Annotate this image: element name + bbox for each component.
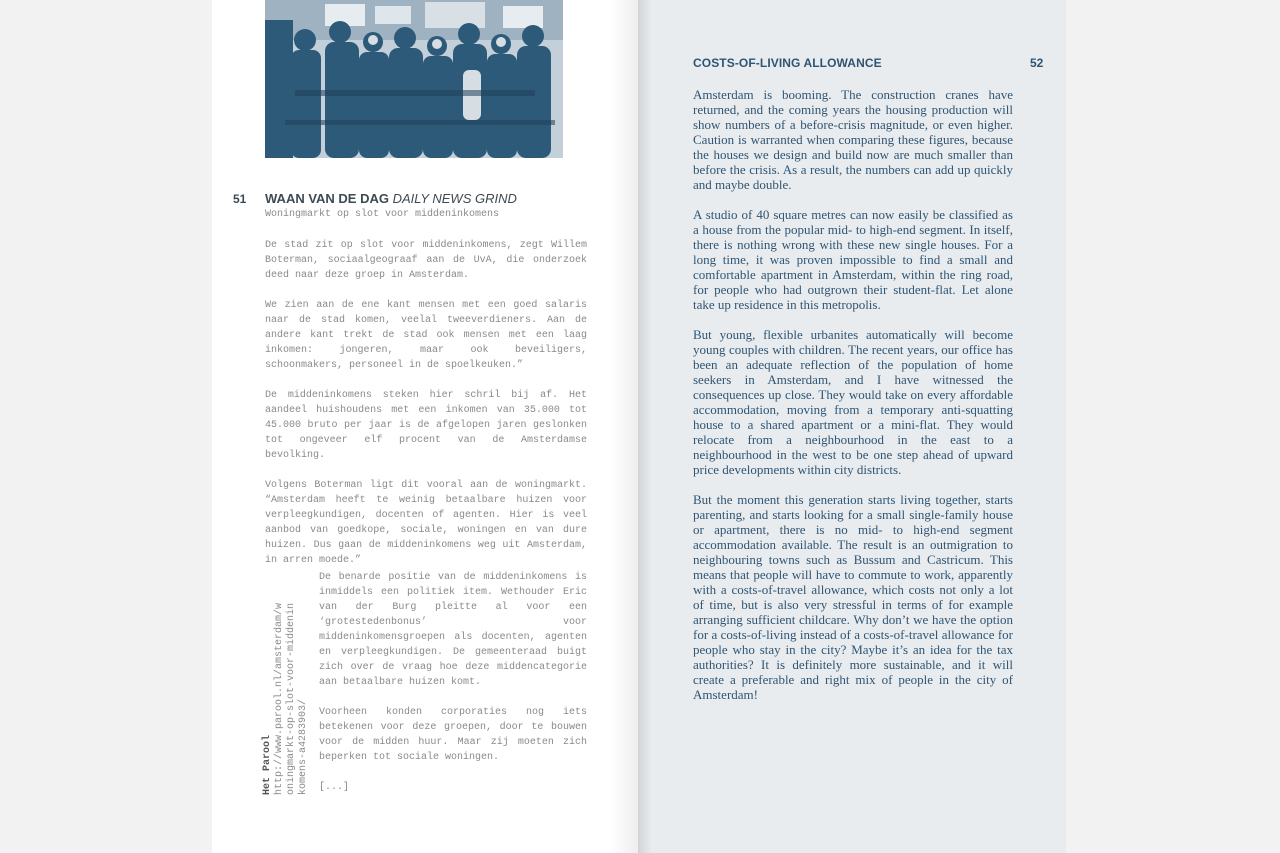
- article-paragraph: Volgens Boterman ligt dit vooral aan de woningmarkt. “Amsterdam heeft te weinig betaalbare huizen voor verpleegkundigen, docenten of agenten. Hier is veel aanbod van goedkope, sociale, woningen en van dure huizen. Dus gaan de middeninkomens weg uit Amsterdam, in arren moede.”: [265, 480, 587, 566]
- right-page-shadow: [638, 0, 652, 853]
- article-ellipsis: [...]: [319, 782, 350, 793]
- source-url: http://www.parool.nl/amsterdam/woningmarkt-op-slot-voor-middeninkomens-a4283903/: [274, 602, 309, 795]
- left-page-number: 51: [233, 192, 247, 206]
- crowd-photo-illustration: [265, 0, 563, 158]
- article-source: [262, 600, 310, 795]
- left-title-italic: DAILY NEWS GRIND: [392, 191, 517, 206]
- right-page-number: 52: [1030, 56, 1044, 70]
- article-paragraph: De stad zit op slot voor middeninkomens, zegt Willem Boterman, sociaalgeograaf aan de UvA, die onderzoek deed naar deze groep in Amsterdam.: [265, 240, 587, 281]
- article-headline: Woningmarkt op slot voor middeninkomens: [265, 209, 500, 220]
- article-paragraph: Voorheen konden corporaties nog iets betekenen voor deze groepen, door te bouwen voor de midden huur. Maar zij moeten zich beperken tot sociale woningen.: [319, 707, 587, 763]
- left-title-bold: WAAN VAN DE DAG: [265, 191, 389, 206]
- gutter-shadow: [610, 0, 640, 853]
- article-paragraph: De benarde positie van de middeninkomens is inmiddels een politiek item. Wethouder Eric van der Burg pleitte al voor een ‘grotestedenbonus’ voor middeninkomensgroepen als docenten, agenten en verpleegkundigen. De gemeenteraad buigt zich over de vraag hoe deze middencategorie aan betaalbare huizen komt.: [319, 572, 587, 688]
- source-name: Het Parool: [262, 734, 273, 795]
- essay-body: [693, 87, 1013, 717]
- left-section-title: [265, 191, 517, 206]
- essay-paragraph: Amsterdam is booming. The construction cranes have returned, and the coming years the housing production will show numbers of a before-crisis magnitude, or even higher. Caution is warranted when comparing these figures, because the houses we design and build now are much smaller than before the crisis. As a result, the numbers can add up quickly and maybe double.: [693, 87, 1013, 192]
- article-paragraph: De middeninkomens steken hier schril bij af. Het aandeel huishoudens met een inkomen van 35.000 tot 45.000 bruto per jaar is de afgelopen jaren geslonken tot ongeveer elf procent van de Amsterdamse bevolking.: [265, 390, 587, 461]
- essay-paragraph: But young, flexible urbanites automatically will become young couples with children. The recent years, our office has been an adequate reflection of the population of home seekers in Amsterdam, and I have witnessed the consequences up close. They would take on every affordable accommodation, moving from a temporary anti-squatting house to a shared apartment or a mini-flat. They would relocate from a neighbourhood in the east to a neighbourhood in the west to be one step ahead of upward price developments within city districts.: [693, 327, 1013, 477]
- crowd-photo: [265, 0, 563, 158]
- essay-paragraph: But the moment this generation starts living together, starts parenting, and starts looking for a small single-family house or apartment, there is no mid- to high-end segment accommodation available. The result is an outmigration to neighbouring towns such as Bussum and Castricum. This means that people will have to commute to work, apparently with a costs-of-travel allowance, which costs not only a lot of time, but is also very stressful in terms of for example arranging sufficient childcare. Why don’t we have the option for a costs-of-living instead of a costs-of-travel allowance for people who stay in the city? Maybe it’s an idea for the tax authorities? It is definitely more sustainable, and it will create a preferable and right mix of people in the city of Amsterdam!: [693, 492, 1013, 702]
- essay-paragraph: A studio of 40 square metres can now easily be classified as a house from the popular mid- to high-end segment. In itself, there is nothing wrong with these new single houses. For a long time, it was proven impossible to find a small and comfortable apartment in Amsterdam, within the ring road, for people who had outgrown their student-flat. Let alone take up residence in this metropolis.: [693, 207, 1013, 312]
- right-section-header: COSTS-OF-LIVING ALLOWANCE: [693, 56, 882, 70]
- article-body: [265, 238, 587, 583]
- article-continuation: [319, 570, 587, 810]
- article-paragraph: We zien aan de ene kant mensen met een goed salaris naar de stad komen, veelal tweeverdieners. Aan de andere kant trekt de stad ook mensen met een laag inkomen: jongeren, maar ook beveiligers, schoonmakers, personeel in de spoelkeuken.”: [265, 300, 587, 371]
